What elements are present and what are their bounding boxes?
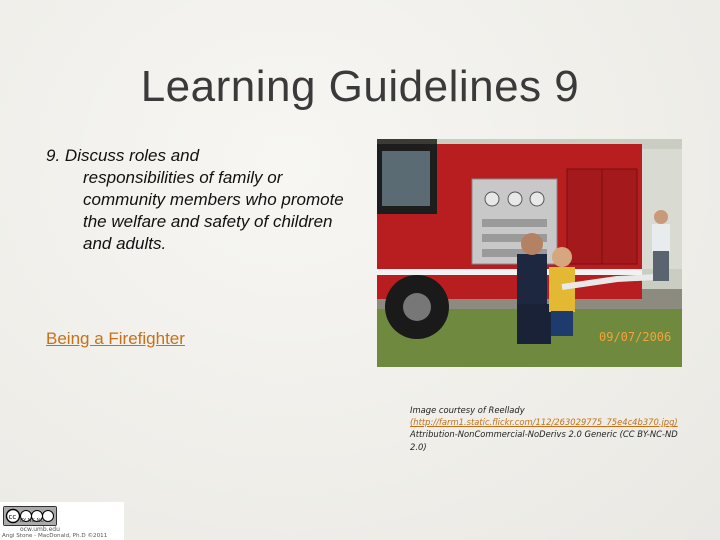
- credit-prefix: Image courtesy of Reellady: [410, 405, 525, 415]
- guideline-first-line: [46, 145, 356, 167]
- guideline-first-words: Discuss roles and: [64, 146, 200, 165]
- slide-title: Learning Guidelines 9: [140, 62, 580, 111]
- credit-source-link[interactable]: (http://farm1.static.flickr.com/112/263029775_75e4c4b370.jpg): [410, 417, 678, 428]
- image-credit: [410, 404, 678, 453]
- being-a-firefighter-link[interactable]: Being a Firefighter: [46, 329, 185, 348]
- footer-author: Angi Stone - MacDonald, Ph.D ©2011: [2, 533, 108, 539]
- credit-license: Attribution-NonCommercial-NoDerivs 2.0 Generic (CC BY-NC-ND 2.0): [410, 429, 678, 452]
- footer-site: ocw.umb.edu: [20, 526, 60, 533]
- cc-license-footer: [0, 502, 124, 540]
- guideline-number: 9.: [46, 146, 61, 165]
- firefighter-photo: [377, 139, 682, 367]
- svg-text:cc: cc: [8, 513, 17, 521]
- photo-date-stamp: 09/07/2006: [599, 330, 672, 344]
- guideline-text: [46, 145, 356, 255]
- cc-badge-label: BY NC ND: [20, 518, 45, 524]
- guideline-continuation: responsibilities of family or community members who promote the welfare and safety of children and adults.: [83, 168, 344, 253]
